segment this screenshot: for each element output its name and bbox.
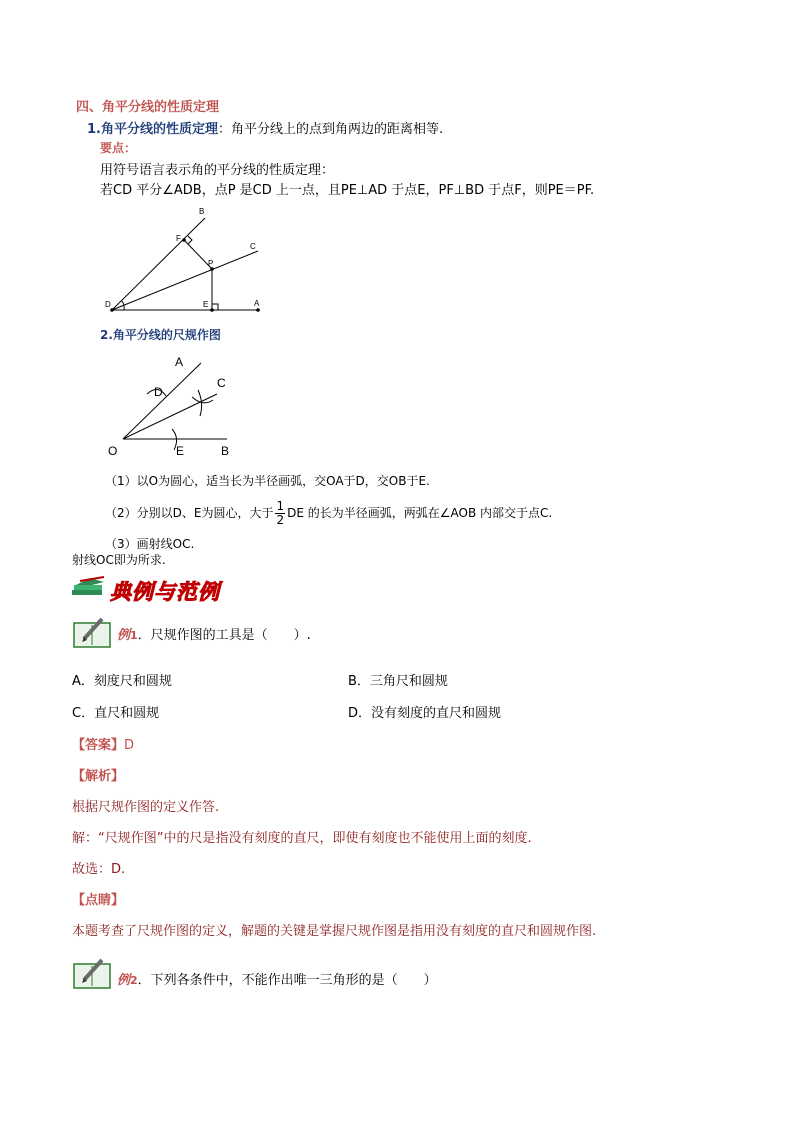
answer-value: D	[124, 738, 135, 753]
section-title: 四、角平分线的性质定理	[76, 100, 220, 115]
comment-text: 本题考查了尺规作图的定义，解题的关键是掌握尺规作图是指用没有刻度的直尺和圆规作图.	[72, 924, 597, 939]
notebook-pencil-icon	[72, 617, 114, 649]
comment-label: 【点睛】	[72, 893, 125, 908]
example1-question: ．尺规作图的工具是（ ）.	[137, 628, 311, 643]
fraction-half	[275, 500, 285, 527]
option-a: A．刻度尺和圆规	[72, 674, 172, 689]
step-2	[105, 500, 552, 527]
answer-line	[72, 734, 134, 753]
answer-label: 【答案】	[72, 738, 125, 753]
label-e: E	[203, 300, 209, 309]
label-c: C	[250, 242, 256, 251]
label-d2: D	[154, 385, 163, 399]
ray-oa	[123, 363, 201, 439]
item1-text: ：角平分线上的点到角两边的距离相等.	[218, 122, 444, 137]
ray-oc	[123, 394, 217, 439]
right-angle-f	[188, 236, 192, 244]
conclusion: 射线OC即为所求.	[72, 553, 166, 567]
example2-question: ．下列各条件中，不能作出唯一三角形的是（ ）	[137, 973, 437, 988]
step-2-post: DE 的长为半径画弧，两弧在∠AOB 内部交于点C.	[287, 506, 553, 520]
label-a2: A	[175, 355, 184, 369]
notebook-pencil-icon	[72, 958, 114, 990]
label-c2: C	[217, 376, 226, 390]
label-d: D	[105, 300, 111, 309]
item1-label: 角平分线的性质定理	[100, 122, 218, 137]
ray-db	[112, 218, 205, 310]
books-icon	[70, 576, 108, 598]
label-a: A	[254, 299, 260, 308]
analysis-text: 根据尺规作图的定义作答.	[72, 800, 220, 815]
example1-tag: 例	[117, 628, 131, 643]
example1-question-line	[117, 624, 311, 643]
ray-dc	[112, 251, 258, 310]
choose-text: 故选：D.	[72, 862, 126, 877]
step-2-pre: （2）分别以D、E为圆心，大于	[105, 506, 274, 520]
step-3: （3）画射线OC.	[105, 537, 195, 551]
keypoint-line1: 用符号语言表示角的平分线的性质定理：	[100, 163, 335, 178]
compass-construction-figure	[100, 350, 240, 460]
label-b: B	[199, 207, 205, 216]
option-d: D．没有刻度的直尺和圆规	[348, 706, 502, 721]
example2-tag: 例	[117, 973, 131, 988]
keypoint-line2: 若CD 平分∠ADB，点P 是CD 上一点，且PE⊥AD 于点E，PF⊥BD 于点F，则PE＝PF.	[100, 183, 595, 198]
label-b2: B	[221, 444, 230, 458]
example2-number: 2	[130, 974, 138, 987]
solution-text: 解：“尺规作图”中的尺是指没有刻度的直尺，即使有刻度也不能使用上面的刻度.	[72, 831, 532, 846]
example2-question-line	[117, 969, 437, 988]
option-c: C．直尺和圆规	[72, 706, 160, 721]
step-1: （1）以O为圆心，适当长为半径画弧，交OA于D，交OB于E.	[105, 474, 430, 488]
item1-number: 1.	[87, 122, 101, 137]
bisector-property-figure	[100, 200, 270, 318]
banner-title: 典例与范例	[110, 580, 220, 604]
item2-title: 2.角平分线的尺规作图	[100, 328, 221, 342]
example1-number: 1	[130, 629, 138, 642]
analysis-label: 【解析】	[72, 769, 125, 784]
keypoint-label: 要点：	[100, 141, 137, 155]
label-e2: E	[176, 444, 185, 458]
option-b: B．三角尺和圆规	[348, 674, 448, 689]
fraction-denominator: 2	[276, 513, 285, 527]
label-o2: O	[108, 444, 118, 458]
fraction-numerator: 1	[276, 499, 285, 513]
theorem-line	[87, 118, 443, 137]
label-f: F	[176, 234, 181, 243]
label-p: P	[208, 259, 214, 268]
